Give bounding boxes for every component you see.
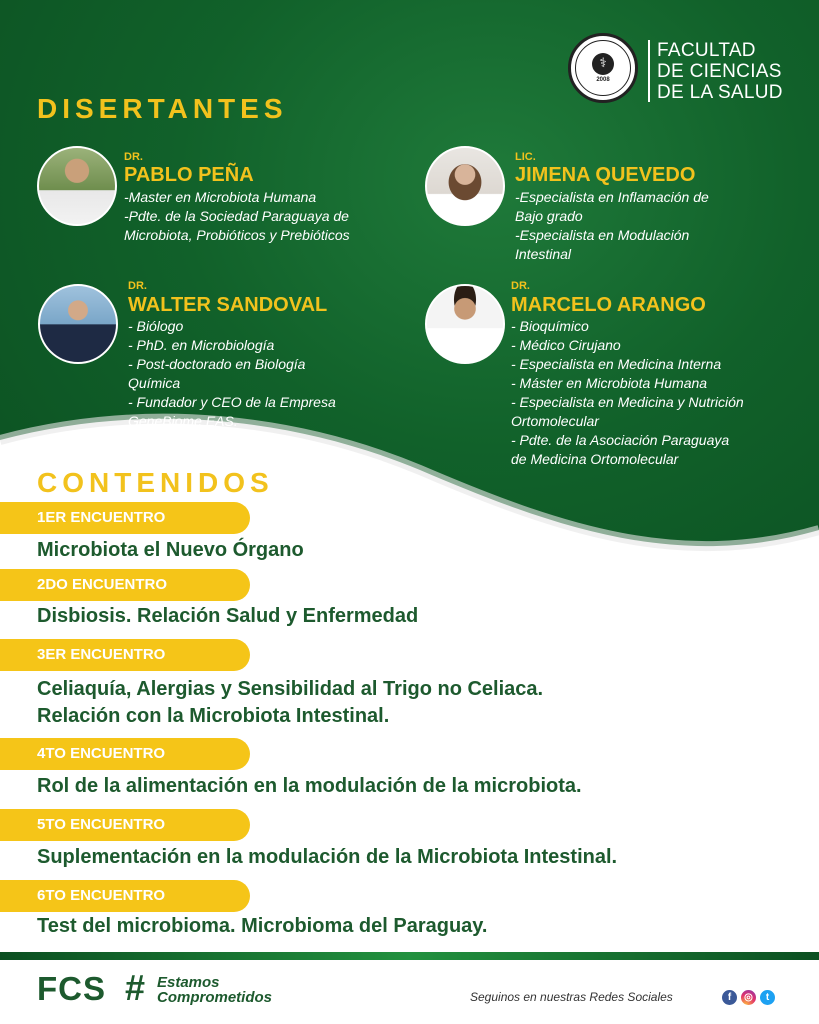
- speaker-detail-line: GeneBiome EAS.: [128, 413, 238, 429]
- speaker-detail-line: - Pdte. de la Asociación Paraguaya: [511, 432, 730, 448]
- tagline-line2: Comprometidos: [157, 989, 273, 1006]
- encuentro-title-line: Suplementación en la modulación de la Microbiota Intestinal.: [37, 846, 618, 868]
- speaker-name: JIMENA QUEVEDO: [515, 164, 696, 186]
- speaker-detail-line: - PhD. en Microbiología: [128, 337, 275, 353]
- speaker-prefix: DR.: [511, 280, 530, 292]
- encuentro-title-2: [37, 603, 418, 630]
- speaker-detail-line: - Máster en Microbiota Humana: [511, 375, 708, 391]
- speaker-name: WALTER SANDOVAL: [128, 294, 328, 316]
- encuentro-title-1: [37, 537, 304, 564]
- speaker-details: [511, 317, 744, 469]
- campaign-tagline: [157, 975, 272, 1005]
- university-seal-logo: [568, 33, 638, 103]
- faculty-title-line1: FACULTAD: [657, 40, 756, 61]
- encuentro-title-5: [37, 844, 617, 871]
- fcs-brand: FCS: [37, 970, 106, 1007]
- caduceus-icon: ⚕: [592, 53, 614, 75]
- speaker-photo-marcelo-arango: [425, 284, 505, 364]
- speaker-photo-pablo-pena: [37, 146, 117, 226]
- speaker-photo-walter-sandoval: [38, 284, 118, 364]
- encuentro-label-1: 1ER ENCUENTRO: [0, 502, 250, 534]
- encuentro-title-line: Test del microbioma. Microbioma del Paraguay.: [37, 915, 488, 937]
- encuentro-label-2: 2DO ENCUENTRO: [0, 569, 250, 601]
- speaker-detail-line: Microbiota, Probióticos y Prebióticos: [124, 227, 350, 243]
- speaker-detail-line: -Especialista en Inflamación de: [515, 189, 709, 205]
- encuentro-title-4: [37, 773, 582, 800]
- facebook-icon[interactable]: f: [722, 990, 737, 1005]
- speaker-detail-line: Ortomolecular: [511, 413, 599, 429]
- speaker-details: [124, 188, 350, 245]
- speaker-detail-line: - Especialista en Medicina y Nutrición: [511, 394, 744, 410]
- social-networks-text: Seguinos en nuestras Redes Sociales: [470, 990, 673, 1004]
- speaker-detail-line: -Pdte. de la Sociedad Paraguaya de: [124, 208, 349, 224]
- speaker-detail-line: de Medicina Ortomolecular: [511, 451, 679, 467]
- speaker-detail-line: Intestinal: [515, 246, 572, 262]
- encuentro-label-3: 3ER ENCUENTRO: [0, 639, 250, 671]
- faculty-title-line3: DE LA SALUD: [657, 82, 783, 103]
- speaker-details: [128, 317, 336, 431]
- encuentro-title-3: [37, 676, 543, 730]
- speaker-detail-line: Bajo grado: [515, 208, 583, 224]
- speaker-detail-line: - Especialista en Medicina Interna: [511, 356, 722, 372]
- contenidos-heading: CONTENIDOS: [37, 467, 274, 498]
- disertantes-heading: DISERTANTES: [37, 93, 288, 124]
- speaker-detail-line: Química: [128, 375, 181, 391]
- speaker-prefix: DR.: [128, 280, 147, 292]
- speaker-detail-line: - Bioquímico: [511, 318, 589, 334]
- logo-divider: [648, 40, 650, 102]
- encuentro-title-line: Celiaquía, Alergias y Sensibilidad al Trigo no Celiaca.: [37, 678, 544, 700]
- encuentro-title-line: Disbiosis. Relación Salud y Enfermedad: [37, 605, 419, 627]
- faculty-title-line2: DE CIENCIAS: [657, 61, 782, 82]
- hashtag-symbol: #: [125, 967, 146, 1008]
- speaker-detail-line: - Post-doctorado en Biología: [128, 356, 306, 372]
- encuentro-label-5: 5TO ENCUENTRO: [0, 809, 250, 841]
- seal-year: 2008: [596, 77, 610, 83]
- encuentro-title-line: Rol de la alimentación en la modulación de la microbiota.: [37, 775, 582, 797]
- speaker-detail-line: - Médico Cirujano: [511, 337, 621, 353]
- speaker-prefix: LIC.: [515, 151, 536, 163]
- encuentro-title-line: Relación con la Microbiota Intestinal.: [37, 705, 390, 727]
- encuentro-title-line: Microbiota el Nuevo Órgano: [37, 539, 304, 561]
- instagram-icon[interactable]: ◎: [741, 990, 756, 1005]
- faculty-title: [657, 40, 783, 103]
- speaker-detail-line: -Especialista en Modulación: [515, 227, 690, 243]
- encuentro-label-4: 4TO ENCUENTRO: [0, 738, 250, 770]
- encuentro-title-6: [37, 913, 488, 940]
- tagline-line1: Estamos: [157, 974, 220, 991]
- encuentro-label-6: 6TO ENCUENTRO: [0, 880, 250, 912]
- speaker-detail-line: - Fundador y CEO de la Empresa: [128, 394, 336, 410]
- speaker-photo-jimena-quevedo: [425, 146, 505, 226]
- speaker-detail-line: - Biólogo: [128, 318, 184, 334]
- twitter-icon[interactable]: t: [760, 990, 775, 1005]
- speaker-name: PABLO PEÑA: [124, 164, 254, 186]
- speaker-name: MARCELO ARANGO: [511, 294, 706, 316]
- speaker-prefix: DR.: [124, 151, 143, 163]
- footer-divider: [0, 952, 819, 960]
- speaker-details: [515, 188, 709, 264]
- speaker-detail-line: -Master en Microbiota Humana: [124, 189, 317, 205]
